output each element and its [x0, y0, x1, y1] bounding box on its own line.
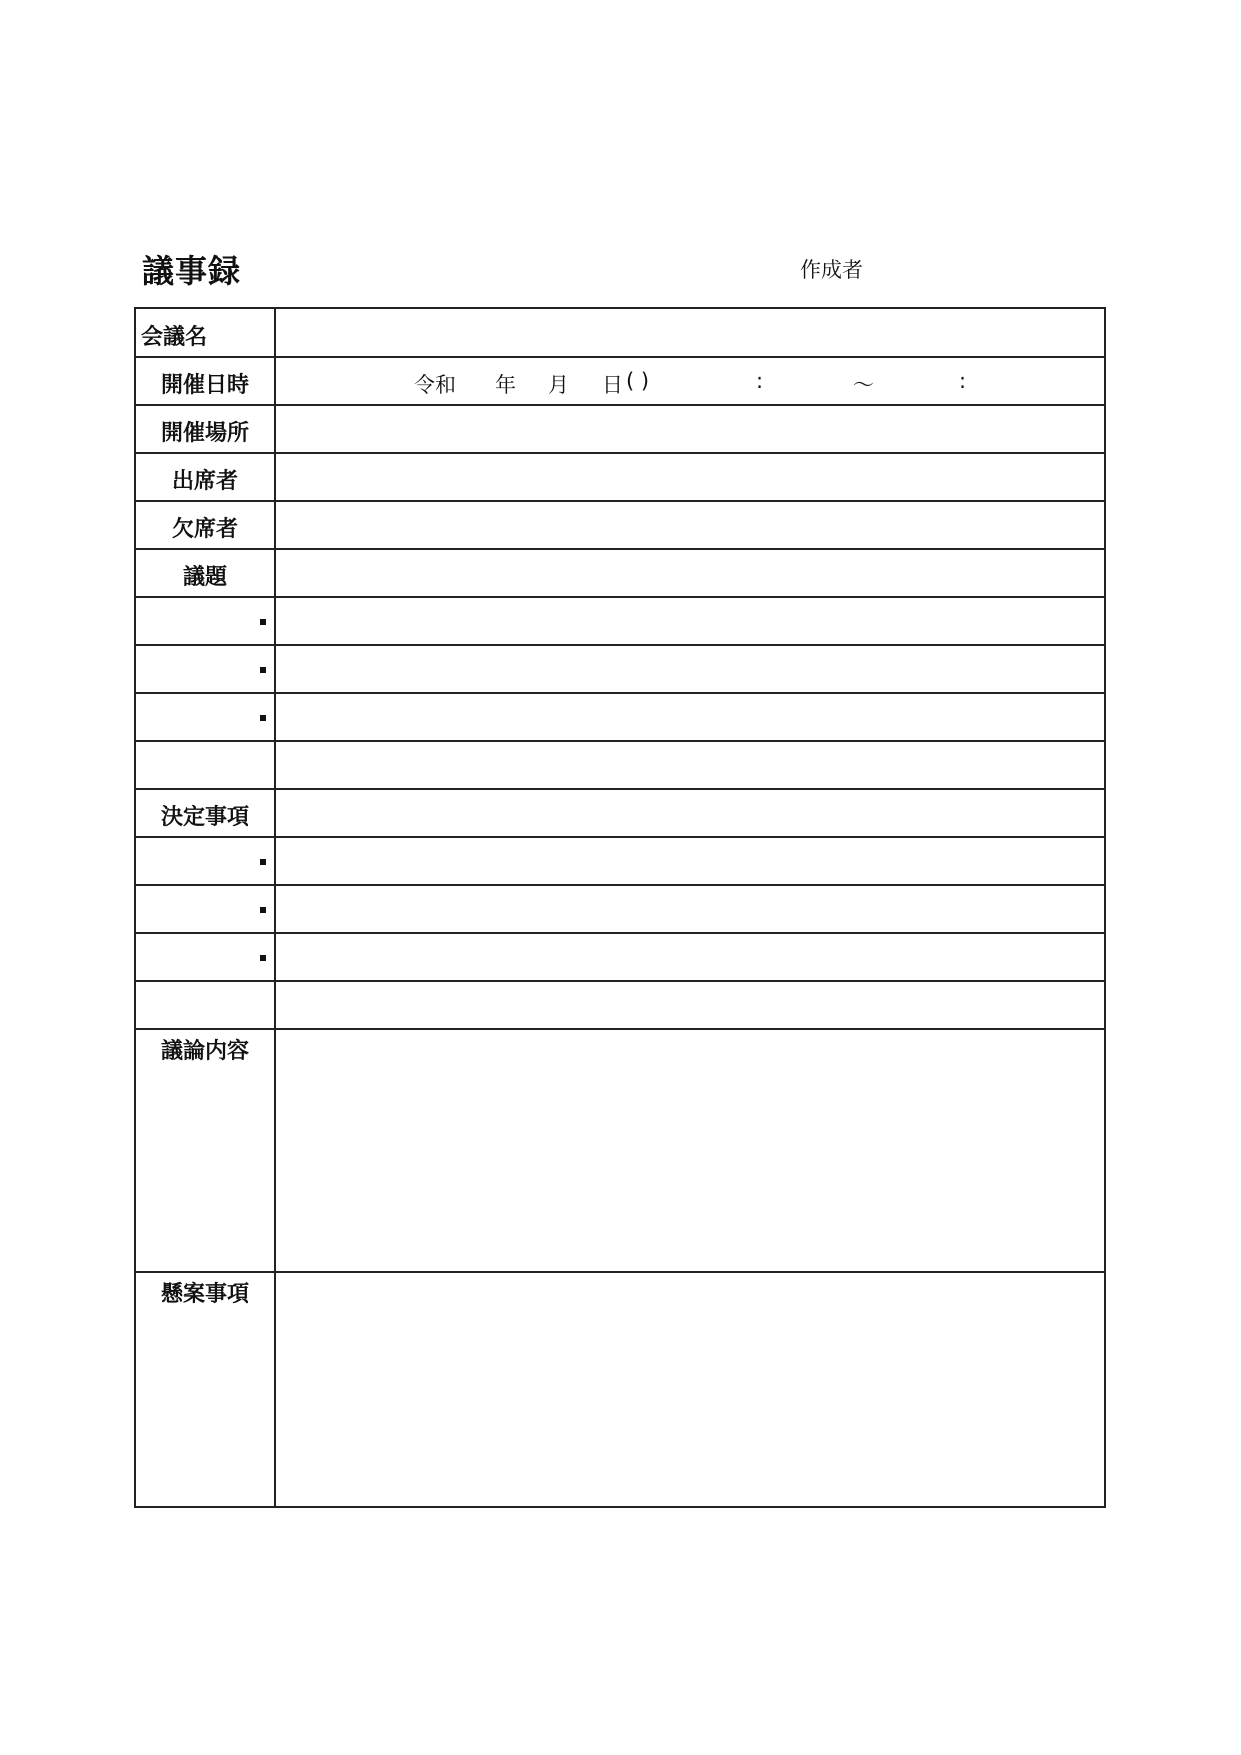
venue-label: 開催場所: [160, 421, 249, 446]
decisions-field[interactable]: [276, 790, 1104, 836]
agenda-item-label-cell: [136, 646, 276, 692]
absentees-label-cell: [136, 502, 276, 548]
venue-field[interactable]: [276, 406, 1104, 452]
decision-item-row: [136, 982, 1104, 1030]
agenda-item-row: [136, 646, 1104, 694]
agenda-row: [136, 550, 1104, 598]
decision-item-label-cell: [136, 886, 276, 932]
pending-field[interactable]: [276, 1273, 1104, 1508]
pending-row: [136, 1273, 1104, 1508]
square-bullet-icon: [260, 619, 266, 625]
datetime-row: [136, 358, 1104, 406]
discussion-field[interactable]: [276, 1030, 1104, 1271]
discussion-row: [136, 1030, 1104, 1273]
square-bullet-icon: [260, 715, 266, 721]
day-label: 日: [602, 373, 623, 397]
decision-item-field[interactable]: [276, 934, 1104, 980]
minutes-form: [134, 307, 1106, 1508]
decision-item-row: [136, 934, 1104, 982]
decisions-label-cell: [136, 790, 276, 836]
end-time-colon: :: [959, 369, 967, 393]
start-time-colon: :: [756, 369, 764, 393]
month-label: 月: [548, 373, 569, 397]
discussion-label-cell: [136, 1030, 276, 1271]
absentees-row: [136, 502, 1104, 550]
meeting-name-label-cell: [136, 309, 276, 356]
decisions-row: [136, 790, 1104, 838]
agenda-field[interactable]: [276, 550, 1104, 596]
agenda-item-row: [136, 694, 1104, 742]
meeting-name-field[interactable]: [276, 309, 1104, 356]
time-range-tilde: 〜: [853, 373, 874, 397]
decision-item-field[interactable]: [276, 838, 1104, 884]
attendees-label-cell: [136, 454, 276, 500]
attendees-field[interactable]: [276, 454, 1104, 500]
agenda-item-field[interactable]: [276, 598, 1104, 644]
author-label: 作成者: [800, 258, 863, 282]
decision-item-row: [136, 886, 1104, 934]
attendees-label: 出席者: [171, 469, 238, 494]
agenda-label-cell: [136, 550, 276, 596]
agenda-item-field[interactable]: [276, 646, 1104, 692]
era-label: 令和: [414, 373, 456, 397]
agenda-item-label-cell: [136, 742, 276, 788]
decisions-label: 決定事項: [160, 805, 249, 830]
datetime-label: 開催日時: [160, 373, 249, 398]
pending-label: 懸案事項: [160, 1282, 249, 1307]
agenda-item-label-cell: [136, 694, 276, 740]
absentees-field[interactable]: [276, 502, 1104, 548]
year-label: 年: [495, 373, 516, 397]
decision-item-field[interactable]: [276, 886, 1104, 932]
agenda-label: 議題: [182, 565, 227, 590]
absentees-label: 欠席者: [171, 517, 238, 542]
decision-item-label-cell: [136, 982, 276, 1028]
meeting-name-row: [136, 309, 1104, 358]
decision-item-label-cell: [136, 838, 276, 884]
square-bullet-icon: [260, 667, 266, 673]
decision-item-field[interactable]: [276, 982, 1104, 1028]
agenda-item-row: [136, 742, 1104, 790]
square-bullet-icon: [260, 859, 266, 865]
venue-label-cell: [136, 406, 276, 452]
agenda-item-label-cell: [136, 598, 276, 644]
square-bullet-icon: [260, 907, 266, 913]
square-bullet-icon: [260, 955, 266, 961]
venue-row: [136, 406, 1104, 454]
document-title: 議事録: [142, 252, 242, 290]
decision-item-row: [136, 838, 1104, 886]
weekday-parens: ( ): [626, 369, 650, 393]
meeting-name-label: 会議名: [141, 325, 208, 350]
agenda-item-row: [136, 598, 1104, 646]
attendees-row: [136, 454, 1104, 502]
agenda-item-field[interactable]: [276, 694, 1104, 740]
discussion-label: 議論内容: [160, 1039, 249, 1064]
datetime-label-cell: [136, 358, 276, 404]
decision-item-label-cell: [136, 934, 276, 980]
pending-label-cell: [136, 1273, 276, 1508]
datetime-field[interactable]: [276, 358, 1104, 404]
agenda-item-field[interactable]: [276, 742, 1104, 788]
